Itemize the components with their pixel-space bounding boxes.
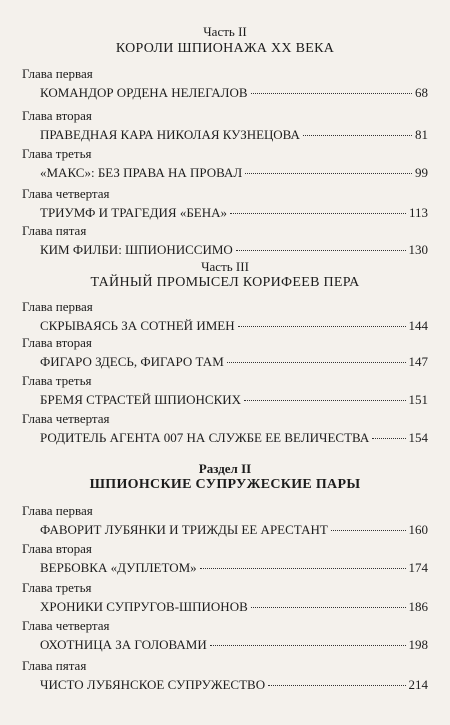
dot-leader xyxy=(200,568,406,569)
chapter-label: Глава первая xyxy=(22,66,93,81)
chapter-title: ПРАВЕДНАЯ КАРА НИКОЛАЯ КУЗНЕЦОВА xyxy=(40,127,300,142)
dot-leader xyxy=(244,400,405,401)
toc-entry xyxy=(0,658,450,698)
dot-leader xyxy=(331,530,406,531)
chapter-title: ТРИУМФ И ТРАГЕДИЯ «БЕНА» xyxy=(40,205,228,220)
page-number: 151 xyxy=(408,392,428,407)
toc-entry xyxy=(0,503,450,543)
part-2-title: КОРОЛИ ШПИОНАЖА ХХ ВЕКА xyxy=(115,41,335,56)
chapter-title: БРЕМЯ СТРАСТЕЙ ШПИОНСКИХ xyxy=(40,392,242,407)
part-2-label: Часть II xyxy=(203,24,247,39)
page-number: 174 xyxy=(408,560,428,575)
page-number: 144 xyxy=(408,318,428,333)
chapter-title: ФИГАРО ЗДЕСЬ, ФИГАРО ТАМ xyxy=(40,354,224,369)
chapter-label: Глава пятая xyxy=(22,223,87,238)
dot-leader xyxy=(230,213,406,214)
toc-entry xyxy=(0,299,450,339)
chapter-label: Глава третья xyxy=(22,373,92,388)
toc-entry xyxy=(0,146,450,186)
page-number: 130 xyxy=(408,242,428,257)
chapter-label: Глава третья xyxy=(22,146,92,161)
chapter-label: Глава первая xyxy=(22,503,93,518)
page-number: 81 xyxy=(415,127,428,142)
section-2-label: Раздел II xyxy=(198,461,252,476)
toc-entry xyxy=(0,373,450,413)
dot-leader xyxy=(236,250,406,251)
dot-leader xyxy=(251,93,412,94)
chapter-label: Глава четвертая xyxy=(22,411,110,426)
chapter-title: КИМ ФИЛБИ: ШПИОНИССИМО xyxy=(40,242,233,257)
chapter-label: Глава вторая xyxy=(22,335,92,350)
page-number: 68 xyxy=(415,85,428,100)
chapter-label: Глава пятая xyxy=(22,658,87,673)
page-number: 154 xyxy=(408,430,428,445)
chapter-title: ОХОТНИЦА ЗА ГОЛОВАМИ xyxy=(40,637,207,652)
page-number: 186 xyxy=(408,599,428,614)
chapter-label: Глава четвертая xyxy=(22,186,110,201)
dot-leader xyxy=(303,135,412,136)
chapter-label: Глава третья xyxy=(22,580,92,595)
section-2-title: ШПИОНСКИЕ СУПРУЖЕСКИЕ ПАРЫ xyxy=(89,477,361,492)
toc-entry xyxy=(0,108,450,148)
dot-leader xyxy=(372,438,405,439)
part-3-title: ТАЙНЫЙ ПРОМЫСЕЛ КОРИФЕЕВ ПЕРА xyxy=(90,275,360,290)
part-3-label: Часть III xyxy=(201,259,249,274)
dot-leader xyxy=(238,326,406,327)
page-number: 113 xyxy=(408,205,428,220)
chapter-title: «МАКС»: БЕЗ ПРАВА НА ПРОВАЛ xyxy=(40,165,243,180)
chapter-title: ВЕРБОВКА «ДУПЛЕТОМ» xyxy=(40,560,197,575)
dot-leader xyxy=(268,685,405,686)
chapter-title: ХРОНИКИ СУПРУГОВ-ШПИОНОВ xyxy=(40,599,248,614)
toc-entry xyxy=(0,335,450,375)
toc-entry xyxy=(0,223,450,263)
chapter-label: Глава первая xyxy=(22,299,93,314)
chapter-title: ЧИСТО ЛУБЯНСКОЕ СУПРУЖЕСТВО xyxy=(40,677,266,692)
page-number: 198 xyxy=(408,637,428,652)
page-number: 160 xyxy=(408,522,428,537)
toc-entry xyxy=(0,66,450,106)
page-number: 214 xyxy=(408,677,428,692)
toc-entry xyxy=(0,411,450,451)
toc-entry xyxy=(0,580,450,620)
chapter-title: ФАВОРИТ ЛУБЯНКИ И ТРИЖДЫ ЕЕ АРЕСТАНТ xyxy=(40,522,328,537)
dot-leader xyxy=(251,607,406,608)
dot-leader xyxy=(227,362,406,363)
chapter-title: КОМАНДОР ОРДЕНА НЕЛЕГАЛОВ xyxy=(40,85,248,100)
chapter-label: Глава вторая xyxy=(22,108,92,123)
toc-entry xyxy=(0,541,450,581)
toc-entry xyxy=(0,618,450,658)
chapter-title: СКРЫВАЯСЬ ЗА СОТНЕЙ ИМЕН xyxy=(40,318,235,333)
chapter-title: РОДИТЕЛЬ АГЕНТА 007 НА СЛУЖБЕ ЕЕ ВЕЛИЧЕСТВА xyxy=(40,430,370,445)
chapter-label: Глава вторая xyxy=(22,541,92,556)
dot-leader xyxy=(210,645,406,646)
dot-leader xyxy=(245,173,412,174)
page-number: 147 xyxy=(408,354,428,369)
chapter-label: Глава четвертая xyxy=(22,618,110,633)
page-number: 99 xyxy=(415,165,428,180)
toc-entry xyxy=(0,186,450,226)
